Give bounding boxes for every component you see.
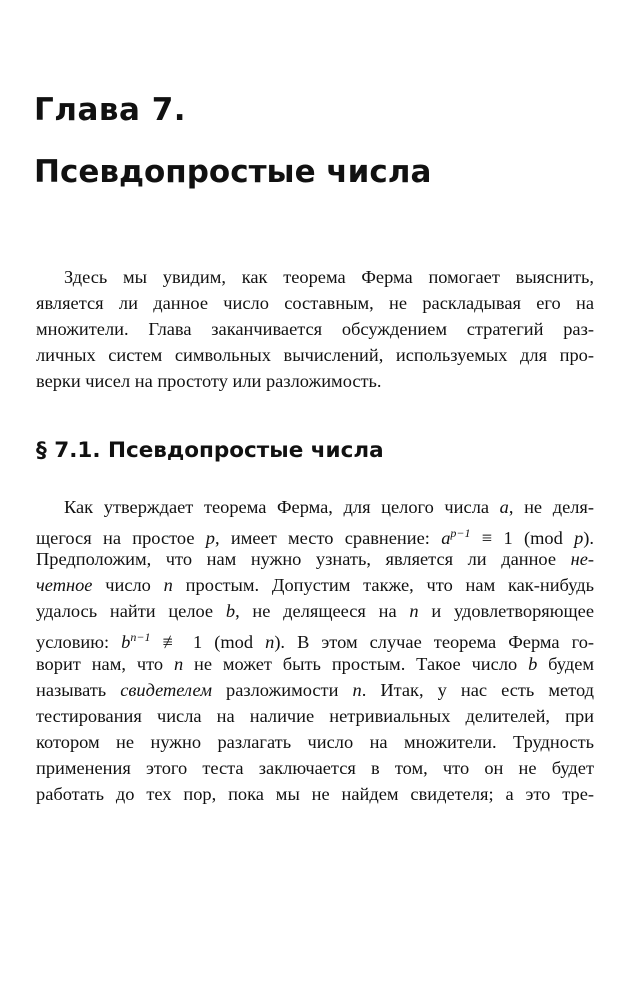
body-line: применения этого теста заключается в том, что он не будет	[36, 757, 594, 778]
body-paragraph	[36, 494, 594, 807]
body-line: тестирования числа на наличие нетривиальных делителей, при	[36, 705, 594, 726]
body-line: котором не нужно разлагать число на множители. Трудность	[36, 731, 594, 752]
body-line: ворит нам, что n не может быть простым. Такое число b будем	[36, 653, 595, 674]
body-line: Предположим, что нам нужно узнать, является ли данное не-	[36, 549, 594, 570]
body-line: Как утверждает теорема Ферма, для целого числа a, не деля-	[64, 497, 594, 517]
intro-paragraph	[36, 264, 594, 394]
intro-line: верки чисел на простоту или разложимость.	[36, 371, 382, 391]
body-line: четное число n простым. Допустим также, что нам как-нибудь	[36, 575, 594, 596]
intro-line: личных систем символьных вычислений, используемых для про-	[36, 345, 594, 365]
chapter-title: Псевдопростые числа	[34, 154, 432, 190]
body-line: условию: $b^{n-1}$ ≢ 1 (mod n). В этом случае теорема Ферма го-	[36, 630, 595, 653]
section-heading: § 7.1. Псевдопростые числа	[36, 438, 384, 463]
body-line: щегося на простое p, имеет место сравнение: $a^{p-1} \equiv 1$ (mod p).	[36, 526, 594, 549]
body-line: удалось найти целое b, не делящееся на n и удовлетворяющее	[36, 601, 594, 622]
intro-line: Здесь мы увидим, как теорема Ферма помогает выяснить,	[64, 267, 594, 287]
body-line: работать до тех пор, пока мы не найдем свидетеля; а это тре-	[36, 784, 594, 805]
body-line: называть свидетелем разложимости n. Итак, у нас есть метод	[36, 679, 594, 700]
intro-line: является ли данное число составным, не раскладывая его на	[36, 293, 594, 313]
intro-line: множители. Глава заканчивается обсуждением стратегий раз-	[36, 319, 594, 339]
chapter-label: Глава 7.	[34, 92, 187, 128]
